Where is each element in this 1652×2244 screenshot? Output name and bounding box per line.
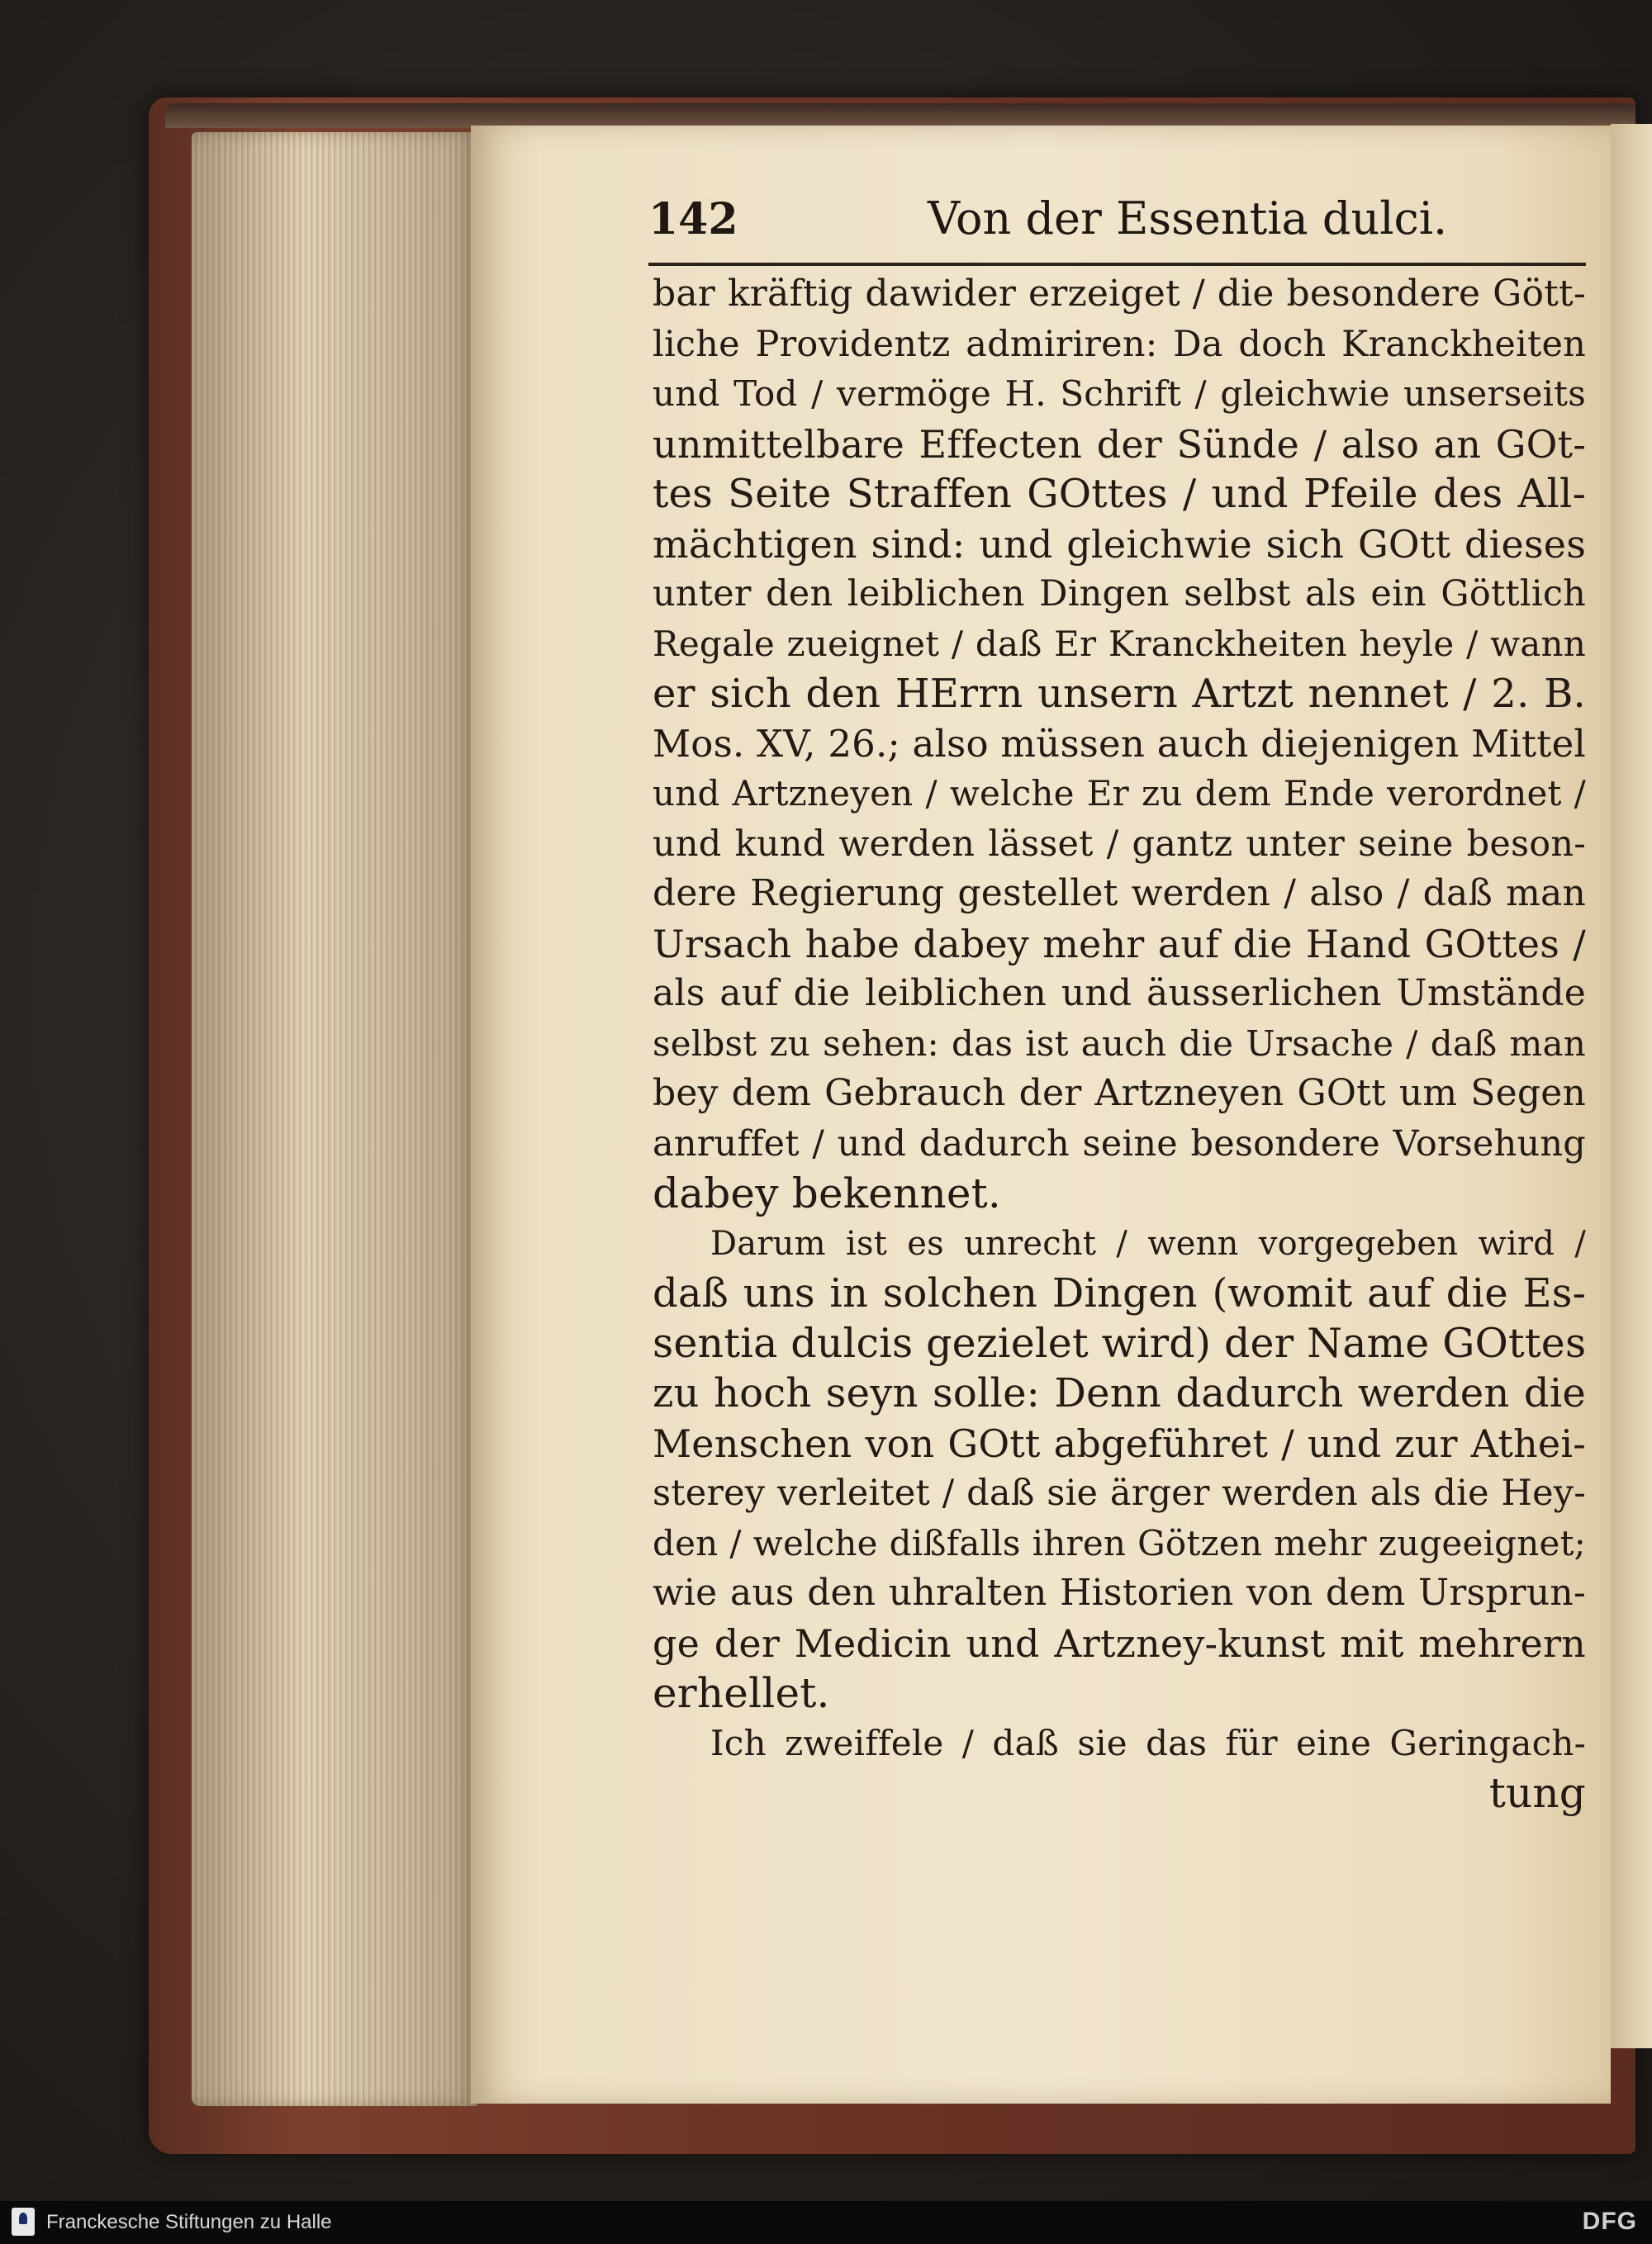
text-line: Ursach habe dabey mehr auf die Hand GOttes /: [653, 921, 1586, 966]
text-line: und Artzneyen / welche Er zu dem Ende verordnet /: [653, 773, 1586, 814]
facing-page-edge: [1611, 124, 1652, 2048]
running-head: Von der Essentia dulci.: [928, 192, 1448, 244]
catchword: tung: [1488, 1769, 1586, 1817]
text-line: Mos. XV, 26.; also müssen auch diejenigen Mittel: [653, 721, 1586, 766]
text-line: ge der Medicin und Artzney-kunst mit mehrern: [653, 1620, 1586, 1666]
dfg-logo: DFG: [1582, 2208, 1637, 2235]
text-line: er sich den HErrn unsern Artzt nennet / 2. B.: [653, 671, 1586, 717]
text-line: liche Providentz admiriren: Da doch Kranckheiten: [653, 323, 1586, 365]
page-block-shading: [192, 132, 477, 2106]
text-line: erhellet.: [653, 1669, 830, 1717]
viewer-footer: [0, 2201, 1652, 2244]
text-line: sentia dulcis gezielet wird) der Name GOttes: [653, 1319, 1587, 1367]
text-line: bey dem Gebrauch der Artzneyen GOtt um Segen: [653, 1072, 1586, 1114]
text-line: mächtigen sind: und gleichwie sich GOtt dieses: [653, 521, 1586, 567]
text-line: dere Regierung gestellet werden / also / daß man: [653, 872, 1586, 914]
institution-logo-emblem: [19, 2213, 27, 2224]
paragraph-first-line: Ich zweiffele / daß sie das für eine Geringach-: [710, 1722, 1586, 1763]
text-line: sterey verleitet / daß sie ärger werden als die Hey-: [653, 1473, 1586, 1514]
text-line: und Tod / vermöge H. Schrift / gleichwie unserseits: [653, 373, 1586, 414]
paragraph-first-line: Darum ist es unrecht / wenn vorgegeben wird /: [710, 1224, 1586, 1263]
text-line: selbst zu sehen: das ist auch die Ursache / daß man: [653, 1022, 1586, 1064]
institution-logo-icon: [12, 2208, 35, 2236]
text-line: tes Seite Straffen GOttes / und Pfeile des All-: [653, 471, 1586, 517]
text-line: und kund werden lässet / gantz unter seine beson-: [653, 823, 1586, 865]
text-line: Regale zueignet / daß Er Kranckheiten heyle / wann: [653, 623, 1586, 664]
page-header: [648, 186, 1590, 260]
text-line: als auf die leiblichen und äusserlichen Umstände: [653, 972, 1586, 1014]
page-number: 142: [648, 194, 738, 244]
text-line: bar kräftig dawider erzeiget / die besondere Gött-: [653, 273, 1586, 315]
book-cover-top-edge: [165, 103, 1635, 128]
footer-institution-name: Franckesche Stiftungen zu Halle: [46, 2211, 332, 2233]
body-text: [653, 269, 1586, 1819]
text-line: zu hoch seyn solle: Denn dadurch werden die: [653, 1370, 1586, 1416]
header-rule: [648, 263, 1586, 266]
text-line: daß uns in solchen Dingen (womit auf die Es-: [653, 1270, 1586, 1317]
text-line: dabey bekennet.: [653, 1169, 1002, 1217]
text-line: den / welche dißfalls ihren Götzen mehr zugeeignet;: [653, 1522, 1586, 1563]
text-line: wie aus den uhralten Historien von dem Ursprun-: [653, 1572, 1586, 1614]
text-line: unter den leiblichen Dingen selbst als ein Göttlich: [653, 573, 1586, 614]
text-line: anruffet / und dadurch seine besondere Vorsehung: [653, 1122, 1586, 1165]
text-line: unmittelbare Effecten der Sünde / also an GOt-: [653, 421, 1586, 467]
text-line: Menschen von GOtt abgeführet / und zur Athei-: [653, 1421, 1586, 1466]
